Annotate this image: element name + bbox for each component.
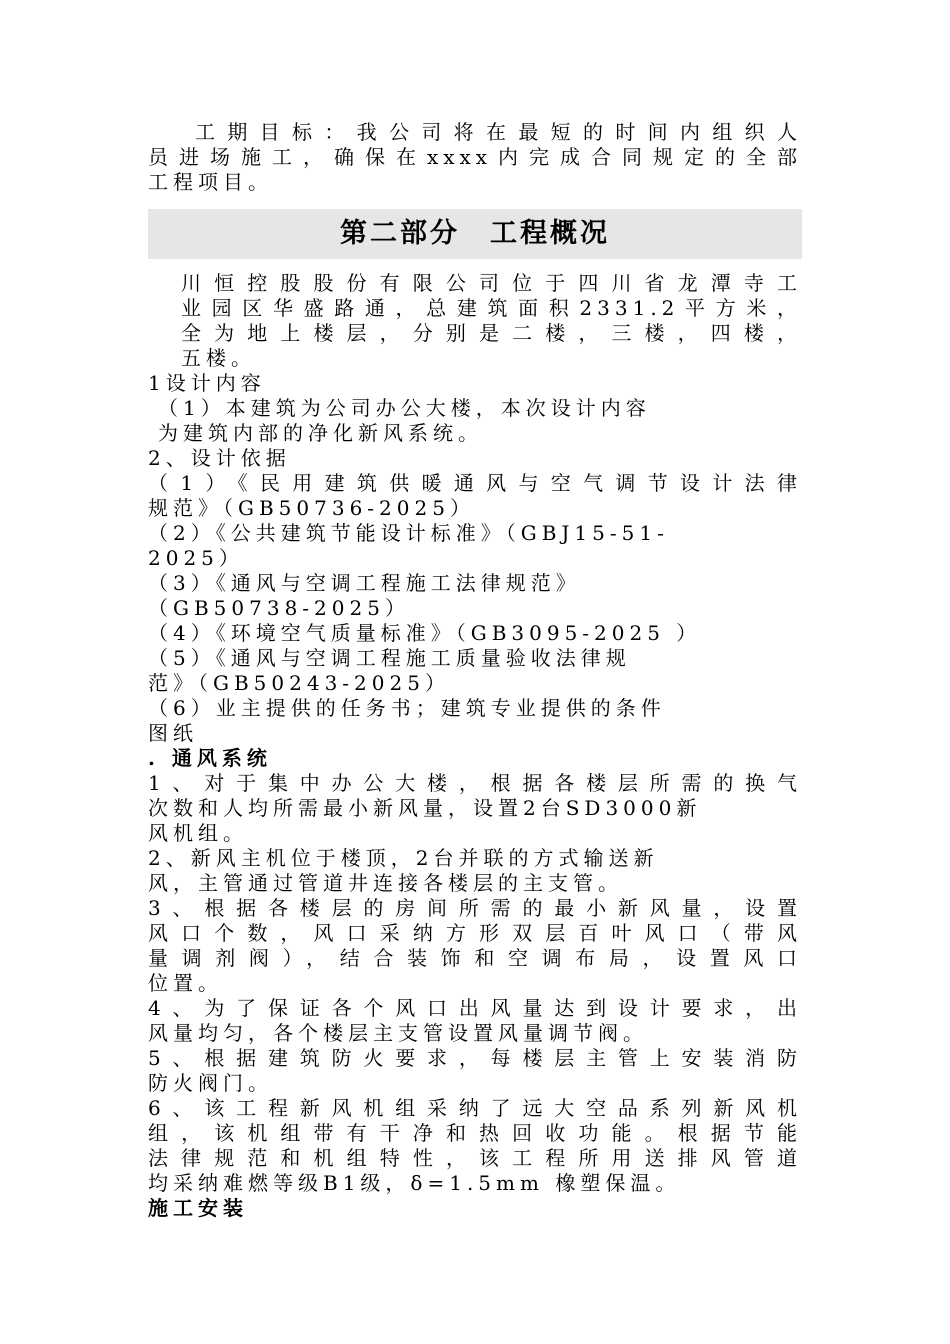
intro-line: 工程项目。 [148, 170, 273, 194]
design-basis-line: （2）《公共建筑节能设计标准》（GBJ15-51- [148, 521, 669, 545]
ventilation-line: 6、该工程新风机组采纳了远大空品系列新风机 [148, 1096, 802, 1120]
ventilation-line: 均采纳难燃等级B1级，δ=1.5mm 橡塑保温。 [148, 1171, 681, 1195]
intro-line: 工期目标：我公司将在最短的时间内组织人 [195, 120, 802, 144]
ventilation-line: 2、新风主机位于楼顶，2台并联的方式输送新 [148, 846, 659, 870]
document-page [148, 120, 802, 1221]
ventilation-line: 法律规范和机组特性，该工程所用送排风管道 [148, 1146, 802, 1170]
install-heading: 施工安装 [148, 1196, 248, 1220]
overview-line: 全为地上楼层，分别是二楼，三楼，四楼， [181, 321, 802, 345]
design-basis-heading: 2、设计依据 [148, 446, 291, 470]
design-basis-line: 2025） [148, 546, 244, 570]
ventilation-line: 5、根据建筑防火要求，每楼层主管上安装消防 [148, 1046, 802, 1070]
ventilation-line: 风，主管通过管道井连接各楼层的主支管。 [148, 871, 623, 895]
design-basis-line: 图纸 [148, 721, 198, 745]
ventilation-line: 防火阀门。 [148, 1071, 273, 1095]
ventilation-line: 次数和人均所需最小新风量，设置2台SD3000新 [148, 796, 702, 820]
design-basis-line: （4）《环境空气质量标准》（GB3095-2025 ） [148, 621, 702, 645]
overview-line: 业园区华盛路通，总建筑面积2331.2平方米， [181, 296, 802, 320]
ventilation-heading: . 通风系统 [148, 746, 272, 770]
design-basis-line: （5）《通风与空调工程施工质量验收法律规 [148, 646, 631, 670]
design-basis-line: （1）《民用建筑供暖通风与空气调节设计法律 [148, 471, 802, 495]
design-content-heading: 1设计内容 [148, 371, 266, 395]
design-basis-line: 范》（GB50243-2025） [148, 671, 450, 695]
design-basis-line: （GB50738-2025） [148, 596, 410, 620]
intro-line: 员进场施工，确保在xxxx内完成合同规定的全部 [148, 145, 802, 169]
overview-line: 五楼。 [181, 346, 256, 370]
ventilation-line: 位置。 [148, 971, 223, 995]
design-content-line: （1）本建筑为公司办公大楼，本次设计内容 [158, 396, 651, 420]
design-basis-line: 规范》（GB50736-2025） [148, 496, 475, 520]
ventilation-line: 风口个数，风口采纳方形双层百叶风口（带风 [148, 921, 802, 945]
ventilation-line: 风量均匀，各个楼层主支管设置风量调节阀。 [148, 1021, 648, 1045]
design-basis-line: （3）《通风与空调工程施工法律规范》 [148, 571, 581, 595]
ventilation-line: 4、为了保证各个风口出风量达到设计要求，出 [148, 996, 802, 1020]
ventilation-line: 风机组。 [148, 821, 248, 845]
ventilation-line: 组，该机组带有干净和热回收功能。根据节能 [148, 1121, 802, 1145]
ventilation-line: 3、根据各楼层的房间所需的最小新风量，设置 [148, 896, 802, 920]
ventilation-line: 量调剂阀），结合装饰和空调布局，设置风口 [148, 946, 802, 970]
design-basis-line: （6）业主提供的任务书；建筑专业提供的条件 [148, 696, 666, 720]
ventilation-line: 1、对于集中办公大楼，根据各楼层所需的换气 [148, 771, 802, 795]
design-content-line: 为建筑内部的净化新风系统。 [158, 421, 483, 445]
overview-line: 川恒控股股份有限公司位于四川省龙潭寺工 [181, 271, 802, 295]
section-title: 第二部分 工程概况 [148, 209, 802, 259]
